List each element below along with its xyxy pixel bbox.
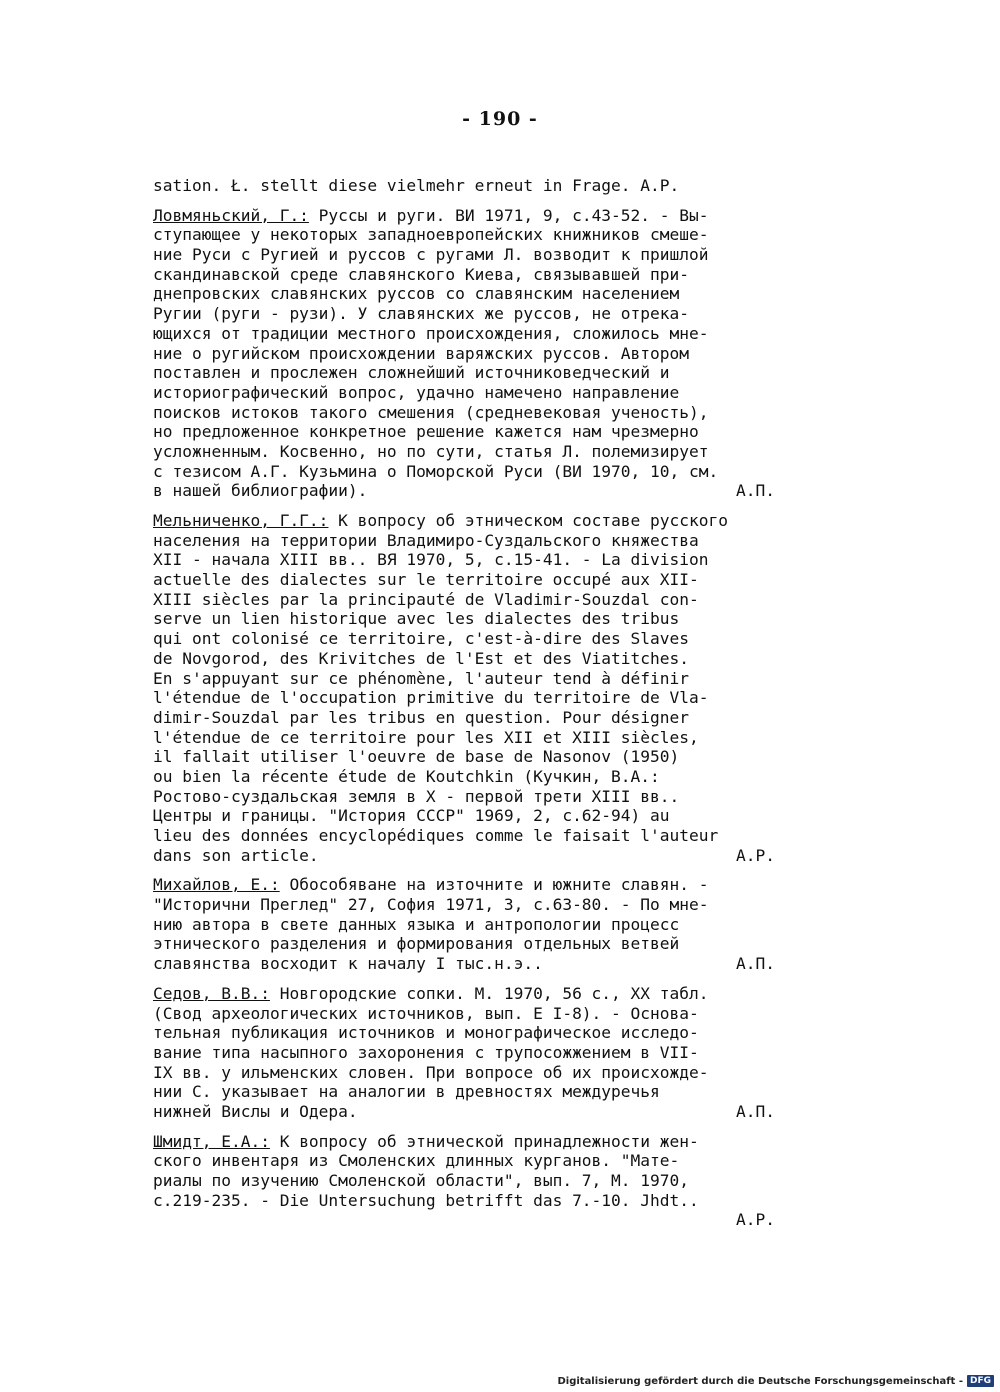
entry-author: Седов, В.В.: xyxy=(153,983,270,1003)
text-line: усложненным. Косвенно, но по сути, статья Л. полемизирует xyxy=(153,441,709,461)
footer-text: Digitalisierung gefördert durch die Deutsche Forschungsgemeinschaft - xyxy=(557,1375,963,1387)
reviewer-signature: A.P. xyxy=(736,1210,775,1230)
dfg-logo: DFG xyxy=(967,1375,994,1387)
reviewer-signature: А.П. xyxy=(736,481,775,501)
entry-title: К вопросу об этническом составе русского xyxy=(328,511,729,530)
text-line: славянства восходит к началу I тыс.н.э.. xyxy=(153,954,543,974)
bibliography-entry xyxy=(153,511,853,865)
text-line: ние о ругийском происхождении варяжских руссов. Автором xyxy=(153,343,690,363)
reviewer-signature: А.П. xyxy=(736,1101,775,1121)
entry-first-line xyxy=(153,511,853,531)
text-line: историографический вопрос, удачно намечено направление xyxy=(153,382,680,402)
entry-author: Михайлов, Е.: xyxy=(153,875,280,895)
text-line: IX вв. у ильменских словен. При вопросе об их происхожде- xyxy=(153,1062,709,1082)
text-line: lieu des données encyclopédiques comme le faisait l'auteur xyxy=(153,826,719,845)
entry-last-line xyxy=(153,1102,853,1122)
text-line: sation. Ł. stellt diese vielmehr erneut in Frage. A.P. xyxy=(153,176,680,195)
text-line: (Свод археологических источников, вып. Е I-8). - Основа- xyxy=(153,1003,699,1023)
text-line: l'étendue de l'occupation primitive du territoire de Vla- xyxy=(153,688,709,708)
bibliography-entry xyxy=(153,984,853,1122)
bibliography-entry xyxy=(153,206,853,501)
entry-author: Шмидт, Е.А.: xyxy=(153,1131,270,1151)
entry-last-line xyxy=(153,846,853,866)
text-line: serve un lien historique avec les dialectes des tribus xyxy=(153,609,680,629)
entry-author: Мельниченко, Г.Г.: xyxy=(153,511,329,530)
text-line: ющихся от традиции местного происхождения, сложилось мне- xyxy=(153,323,709,343)
entry-title: К вопросу об этнической принадлежности жен- xyxy=(269,1131,699,1151)
text-line: En s'appuyant sur ce phénomène, l'auteur tend à définir xyxy=(153,668,690,688)
text-line: Центры и границы. "История СССР" 1969, 2, с.62-94) au xyxy=(153,806,670,826)
text-line: поисков истоков такого смешения (средневековая ученость), xyxy=(153,402,709,422)
text-line: поставлен и прослежен сложнейший источниковедческий и xyxy=(153,363,670,383)
text-line: населения на территории Владимиро-Суздальского княжества xyxy=(153,530,699,550)
text-line: dimir-Souzdal par les tribus en question. Pour désigner xyxy=(153,707,690,727)
text-line: dans son article. xyxy=(153,845,319,865)
text-line: ступающее у некоторых западноевропейских книжников смеше- xyxy=(153,225,709,245)
text-line: il fallait utiliser l'oeuvre de base de Nasonov (1950) xyxy=(153,747,680,767)
bibliography-entry xyxy=(153,875,853,973)
entry-first-line xyxy=(153,206,853,226)
text-line: XIII siècles par la principauté de Vladimir-Souzdal con- xyxy=(153,589,699,609)
reviewer-signature: A.P. xyxy=(736,845,775,865)
text-line: ского инвентаря из Смоленских длинных курганов. "Мате- xyxy=(153,1151,680,1171)
text-line: Ростово-суздальская земля в X - первой трети XIII вв.. xyxy=(153,786,680,806)
text-line: "Исторични Преглед" 27, София 1971, 3, с.63-80. - По мне- xyxy=(153,895,709,915)
text-line: днепровских славянских руссов со славянским населением xyxy=(153,284,680,304)
text-line: но предложенное конкретное решение кажется нам чрезмерно xyxy=(153,422,699,442)
text-line: ou bien la récente étude de Koutchkin (Кучкин, В.А.: xyxy=(153,766,660,786)
text-line: de Novgorod, des Krivitches de l'Est et des Viatitches. xyxy=(153,648,690,668)
text-line: qui ont colonisé ce territoire, c'est-à-dire des Slaves xyxy=(153,629,690,649)
text-line: тельная публикация источников и монографическое исследо- xyxy=(153,1023,699,1043)
entry-last-line xyxy=(153,954,853,974)
text-line: с.219-235. - Die Untersuchung betrifft das 7.-10. Jhdt.. xyxy=(153,1190,699,1210)
digitization-footer xyxy=(557,1375,994,1387)
reviewer-signature: А.П. xyxy=(736,954,775,974)
entry-signature-line xyxy=(153,1210,853,1230)
text-line: этнического разделения и формирования отдельных ветвей xyxy=(153,934,680,954)
text-line: ние Руси с Ругией и руссов с ругами Л. возводит к пришлой xyxy=(153,245,709,265)
text-line: нижней Вислы и Одера. xyxy=(153,1101,358,1121)
text-line: скандинавской среде славянского Киева, связывавшей при- xyxy=(153,264,690,284)
bibliography-text xyxy=(153,176,853,1230)
entry-last-line xyxy=(153,481,853,501)
entry-title: Обособяване на източните и южните славян. - xyxy=(279,875,709,895)
text-line: Ругии (руги - рузи). У славянских же руссов, не отрека- xyxy=(153,304,690,324)
bibliography-entry xyxy=(153,1132,853,1230)
page-number: - 190 - xyxy=(462,108,538,130)
text-line: в нашей библиографии). xyxy=(153,481,368,501)
entry-title: Новгородские сопки. М. 1970, 56 с., XX табл. xyxy=(269,983,709,1003)
text-line: нию автора в свете данных языка и антропологии процесс xyxy=(153,914,680,934)
entry-first-line xyxy=(153,984,853,1004)
entry-first-line xyxy=(153,1132,853,1152)
text-line: l'étendue de ce territoire pour les XII et XIII siècles, xyxy=(153,727,699,747)
entry-author: Ловмяньский, Г.: xyxy=(153,205,309,225)
entry-first-line xyxy=(153,875,853,895)
text-line: actuelle des dialectes sur le territoire occupé aux XII- xyxy=(153,570,699,590)
text-line: с тезисом А.Г. Кузьмина о Поморской Руси (ВИ 1970, 10, см. xyxy=(153,461,719,481)
text-line: XII - начала XIII вв.. ВЯ 1970, 5, с.15-41. - La division xyxy=(153,550,709,570)
text-line: нии С. указывает на аналогии в древностях междуречья xyxy=(153,1082,660,1102)
text-line: вание типа насыпного захоронения с трупосожжением в VII- xyxy=(153,1042,699,1062)
text-line: риалы по изучению Смоленской области", вып. 7, М. 1970, xyxy=(153,1171,690,1190)
continuation-paragraph xyxy=(153,176,853,196)
entry-title: Руссы и руги. ВИ 1971, 9, с.43-52. - Вы- xyxy=(308,205,709,225)
